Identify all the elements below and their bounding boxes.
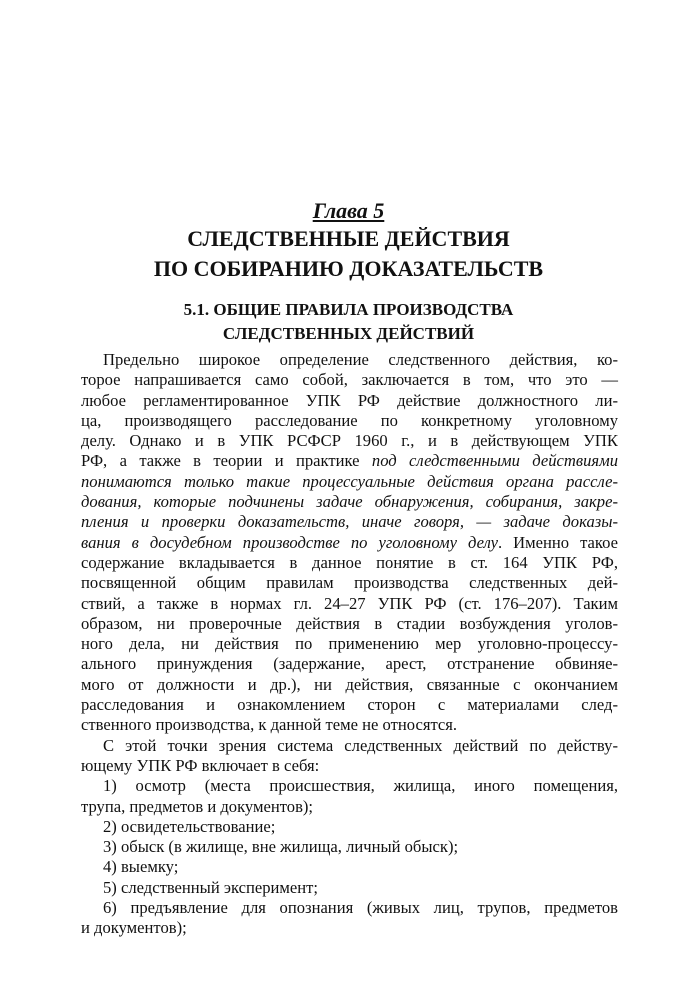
text-run: . Именно такое: [497, 532, 618, 552]
section-title-line: 5.1. ОБЩИЕ ПРАВИЛА ПРОИЗВОДСТВА: [183, 300, 514, 319]
chapter-label: Глава 5: [312, 198, 385, 223]
text-line: ющему УПК РФ включает в себя:: [81, 755, 320, 775]
text-line: 5) следственный эксперимент;: [103, 877, 319, 897]
chapter-title-line: ПО СОБИРАНИЮ ДОКАЗАТЕЛЬСТВ: [153, 256, 544, 281]
text-line: 3) обыск (в жилище, вне жилища, личный обыск);: [103, 837, 459, 857]
list-item: [81, 857, 618, 877]
section-title-line: СЛЕДСТВЕННЫХ ДЕЙСТВИЙ: [222, 324, 475, 343]
italic-run: вания в досудебном производстве по уголовному делу: [81, 532, 498, 552]
text-line: делу. Однако и в УПК РСФСР 1960 г., и в действующем УПК: [81, 431, 618, 451]
list-item: [81, 837, 618, 857]
text-line: ца, производящего расследование по конкретному уголовному: [81, 410, 618, 430]
text-line: ственного производства, к данной теме не относятся.: [81, 715, 458, 735]
text-run: РФ, а также в теории и практике: [81, 451, 372, 471]
chapter-title: [0, 224, 697, 284]
body-text: [81, 350, 618, 939]
text-line: и документов);: [81, 918, 187, 938]
text-line: Предельно широкое определение следственного действия, ко-: [103, 350, 618, 369]
text-line: трупа, предметов и документов);: [81, 796, 314, 816]
text-line: [81, 533, 618, 553]
paragraph: [81, 736, 618, 777]
text-line: ствий, а также в нормах гл. 24–27 УПК РФ (ст. 176–207). Таким: [81, 593, 618, 613]
text-line: 6) предъявление для опознания (живых лиц, трупов, предметов: [103, 898, 618, 918]
text-line: посвященной общим правилам производства следственных дей-: [81, 573, 618, 593]
text-line: 2) освидетельствование;: [103, 816, 276, 836]
italic-line: пления и проверки доказательств, иначе говоря, — задаче доказы-: [81, 512, 618, 532]
text-line: ального принуждения (задержание, арест, отстранение обвиняе-: [81, 654, 618, 674]
text-line: 1) осмотр (места происшествия, жилища, иного помещения,: [103, 776, 618, 796]
list-item: [81, 776, 618, 817]
text-line: мого от должности и др.), ни действия, связанные с окончанием: [81, 674, 618, 694]
text-line: торое напрашивается само собой, заключается в том, что это —: [81, 370, 618, 390]
italic-run: под следственными действиями: [371, 451, 618, 471]
text-line: С этой точки зрения система следственных действий по действу-: [103, 735, 618, 755]
text-line: 4) выемку;: [103, 857, 179, 877]
text-line: любое регламентированное УПК РФ действие должностного ли-: [81, 390, 618, 410]
italic-line: дования, которые подчинены задаче обнаружения, собирания, закре-: [81, 492, 618, 512]
chapter-title-line: СЛЕДСТВЕННЫЕ ДЕЙСТВИЯ: [187, 226, 510, 251]
text-line: содержание вкладывается в данное понятие в ст. 164 УПК РФ,: [81, 552, 618, 572]
text-line: расследования и ознакомлением сторон с материалами след-: [81, 695, 618, 715]
text-line: [81, 451, 618, 471]
list-item: [81, 878, 618, 898]
text-line: ного дела, ни действия по применению мер уголовно-процессу-: [81, 634, 618, 654]
paragraph: [81, 350, 618, 736]
text-line: образом, ни проверочные действия в стадии возбуждения уголов-: [81, 613, 618, 633]
list: [81, 776, 618, 938]
list-item: [81, 817, 618, 837]
italic-line: понимаются только такие процессуальные действия органа рассле-: [81, 471, 618, 491]
section-title: [0, 298, 697, 346]
list-item: [81, 898, 618, 939]
